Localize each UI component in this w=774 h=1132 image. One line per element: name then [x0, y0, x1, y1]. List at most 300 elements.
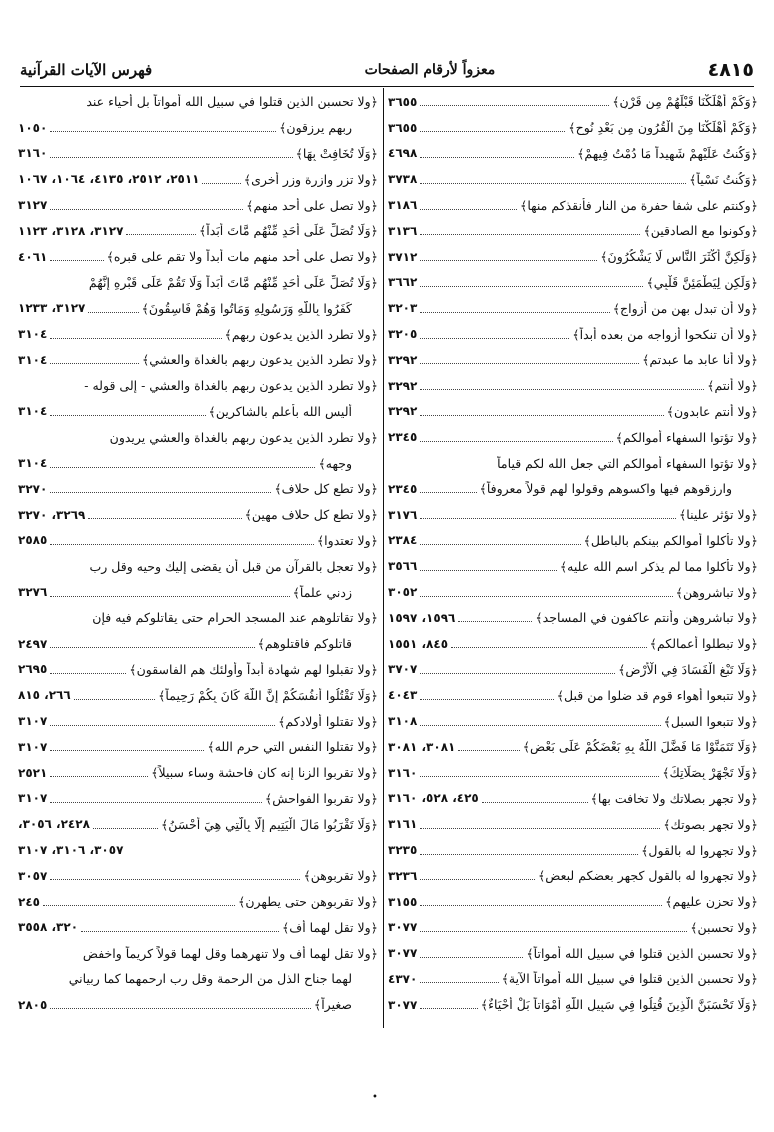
verse-text: ﴿وَلَا تُصَلِّ عَلَى أَحَدٍ مِّنْهُم مَّاتَ أَبَداً وَلَا تَقُمْ عَلَى قَبْرِهِ إِنَّهُمْ	[88, 274, 378, 290]
entry-line	[388, 786, 758, 812]
leader-dots	[50, 673, 126, 674]
leader-dots	[420, 131, 565, 132]
entry-line	[388, 192, 758, 218]
index-entry	[388, 528, 758, 554]
page-refs: ٣٢٠٣	[388, 301, 418, 316]
index-entry	[388, 450, 758, 502]
leader-dots	[74, 699, 155, 700]
index-entry	[388, 321, 758, 347]
entry-line	[388, 992, 758, 1018]
entry-line	[18, 295, 378, 321]
page-refs-continued: ٣٠٥٧، ٣١٠٦، ٣١٠٧	[18, 843, 124, 857]
leader-dots	[420, 105, 609, 106]
page-refs: ٣١٠٤	[18, 327, 48, 342]
verse-text: ﴿ولا تقبلوا لهم شهادة أبداً وأولئك هم الفاسقون﴾	[129, 661, 378, 677]
entry-line	[18, 424, 378, 450]
page-refs: ٢٣٨٤	[388, 533, 418, 548]
leader-dots	[420, 699, 553, 700]
entry-line	[388, 940, 758, 966]
index-entry	[18, 940, 378, 1017]
verse-text: ﴿ولا تقربوهن حتى يطهرن﴾	[238, 894, 378, 910]
verse-text: ﴿ولا تطع كل حلاف مهين﴾	[244, 507, 378, 523]
index-entry	[388, 940, 758, 966]
leader-dots	[420, 725, 660, 726]
verse-text: ﴿وَلَا تَبْغِ الْفَسَادَ فِي الْأَرْضِ﴾	[618, 661, 758, 677]
leader-dots	[202, 183, 240, 184]
index-entry	[18, 424, 378, 476]
page-refs: ٨٤٥، ١٥٥١	[388, 636, 449, 651]
entry-line	[388, 863, 758, 889]
verse-text: ﴿ولا تبطلوا أعمالكم﴾	[649, 636, 758, 652]
index-entry	[388, 502, 758, 528]
index-entry	[388, 141, 758, 167]
verse-text: ﴿وَلَا تَتَمَنَّوْا مَا فَضَّلَ اللَّهُ بِهِ بَعْضَكُمْ عَلَى بَعْضٍ﴾	[522, 739, 758, 755]
entry-line	[388, 734, 758, 760]
page-refs: ٣٠٧٧	[388, 920, 418, 935]
column-divider	[383, 88, 384, 1028]
leader-dots	[50, 802, 262, 803]
leader-dots	[50, 776, 148, 777]
page-refs: ٢٤٩٧	[18, 636, 48, 651]
entry-line	[388, 837, 758, 863]
leader-dots	[420, 209, 517, 210]
index-entry	[18, 476, 378, 502]
index-entry	[18, 502, 378, 528]
entry-line	[18, 863, 378, 889]
entry-line	[18, 347, 378, 373]
leader-dots	[420, 931, 687, 932]
index-entry	[18, 734, 378, 760]
index-entry	[388, 605, 758, 631]
page-number: ٤٨١٥	[707, 59, 754, 81]
entry-line	[18, 760, 378, 786]
verse-text: ﴿ولا تصل على أحد منهم مات أبداً ولا تقم على قبره﴾	[106, 249, 378, 265]
page-refs: ٣١٢٧، ٣١٢٨، ١١٢٣	[18, 223, 124, 238]
verse-text: ﴿وَلَا تَقْرَبُوا مَالَ الْيَتِيمِ إِلَّا بِالَّتِي هِيَ أَحْسَنُ﴾	[160, 816, 378, 832]
leader-dots	[50, 596, 289, 597]
entry-line	[18, 682, 378, 708]
entry-line	[18, 940, 378, 966]
verse-text: ﴿ولا تقربوهن﴾	[303, 868, 378, 884]
verse-text: ﴿ولا أنتم عابدون﴾	[666, 403, 758, 419]
index-entry	[18, 244, 378, 270]
entry-line	[18, 631, 378, 657]
page-refs: ٣١٣٦	[388, 223, 418, 238]
entry-line	[388, 682, 758, 708]
index-entry	[18, 657, 378, 683]
index-entry	[18, 166, 378, 192]
leader-dots	[50, 647, 254, 648]
page-refs: ٣٠٧٧	[388, 997, 418, 1012]
page-refs: ٢٦٩٥	[18, 662, 48, 677]
verse-text: ﴿ولا تحسبن الذين قتلوا في سبيل الله أمواتاً﴾	[526, 945, 758, 961]
index-entry	[388, 347, 758, 373]
entry-line	[18, 166, 378, 192]
index-entry	[18, 218, 378, 244]
index-entry	[18, 141, 378, 167]
page-refs: ٢٣٤٥	[388, 430, 418, 445]
leader-dots	[420, 312, 609, 313]
entry-line	[18, 192, 378, 218]
entry-line	[18, 502, 378, 528]
entry-line	[18, 115, 378, 141]
verse-text: ﴿وَكَمْ أَهْلَكْنَا قَبْلَهُمْ مِن قَرْنٍ﴾	[612, 94, 758, 110]
verse-text: ﴿ولا أنتم﴾	[707, 378, 758, 394]
entry-line	[388, 502, 758, 528]
entry-line	[18, 450, 378, 476]
page-refs: ٣١٠٤	[18, 404, 48, 419]
verse-text: ﴿ولا تقل لهما أف ولا تنهرهما وقل لهما قولاً كريماً واخفض	[82, 945, 378, 961]
leader-dots	[420, 879, 535, 880]
index-entry	[388, 708, 758, 734]
index-entry	[388, 837, 758, 863]
leader-dots	[50, 725, 275, 726]
page-refs: ٣٠٧٧	[388, 946, 418, 961]
page-refs: ٣٢٣٦	[388, 868, 418, 883]
leader-dots	[126, 234, 196, 235]
verse-text: أليس الله بأعلم بالشاكرين﴾	[208, 403, 352, 419]
entry-line	[388, 708, 758, 734]
leader-dots	[50, 209, 243, 210]
page-refs: ٣٢٧٠	[18, 481, 48, 496]
index-entry	[388, 760, 758, 786]
leader-dots	[420, 492, 476, 493]
verse-text: زدني علماً﴾	[292, 584, 352, 600]
verse-text: صغيراً﴾	[313, 997, 352, 1013]
entry-line	[388, 605, 758, 631]
index-entry	[18, 192, 378, 218]
entry-line	[18, 966, 378, 992]
page-refs: ٤٣٧٠	[388, 971, 418, 986]
footer-mark: •	[372, 1092, 378, 1103]
page-refs: ٢٨٠٥	[18, 997, 48, 1012]
entry-line	[388, 760, 758, 786]
page-refs: ٣٦٦٢	[388, 275, 418, 290]
page-refs: ٣١٠٤	[18, 456, 48, 471]
leader-dots	[50, 363, 139, 364]
index-entry	[18, 347, 378, 373]
page-refs: ٣١٢٧	[18, 198, 48, 213]
entry-line	[388, 89, 758, 115]
entry-line	[18, 657, 378, 683]
entry-line	[388, 399, 758, 425]
page-refs: ٣٢٠٥	[388, 327, 418, 342]
index-entry	[388, 295, 758, 321]
index-entry	[388, 889, 758, 915]
index-entry	[388, 399, 758, 425]
verse-text: ﴿ولا تطع كل حلاف﴾	[274, 481, 378, 497]
index-entry	[388, 966, 758, 992]
left-column	[18, 89, 378, 1018]
verse-text: ﴿ولا تقاتلوهم عند المسجد الحرام حتى يقاتلوكم فيه فإن	[92, 610, 378, 626]
page-refs: ٣٢٧٦	[18, 585, 48, 600]
leader-dots	[451, 647, 647, 648]
entry-line	[18, 734, 378, 760]
leader-dots	[420, 982, 498, 983]
entry-line	[388, 141, 758, 167]
leader-dots	[50, 157, 292, 158]
leader-dots	[420, 957, 523, 958]
entry-line	[18, 141, 378, 167]
index-entry	[388, 631, 758, 657]
index-entry	[18, 605, 378, 657]
verse-text: ﴿ولا تتبعوا أهواء قوم قد ضلوا من قبل﴾	[556, 687, 758, 703]
verse-text: ﴿ولا تعجل بالقرآن من قبل أن يقضى إليك وحيه وقل رب	[89, 558, 378, 574]
running-title: معزواً لأرقام الصفحات	[364, 62, 496, 78]
leader-dots	[50, 415, 205, 416]
leader-dots	[50, 544, 314, 545]
page-refs: ٤٠٦١	[18, 249, 48, 264]
leader-dots	[420, 415, 663, 416]
page-refs: ١٠٥٠	[18, 120, 48, 135]
leader-dots	[93, 828, 158, 829]
leader-dots	[420, 544, 580, 545]
page-refs: ٣٥٦٦	[388, 559, 418, 574]
entry-line	[388, 657, 758, 683]
verse-text: ﴿ولا تقتلوا النفس التي حرم الله﴾	[207, 739, 378, 755]
entry-line	[388, 166, 758, 192]
entry-line	[18, 605, 378, 631]
page-refs: ٣٢٩٢	[388, 378, 418, 393]
leader-dots	[81, 931, 279, 932]
page-refs: ٣١٧٦	[388, 507, 418, 522]
page-refs: ٣١٠٧	[18, 714, 48, 729]
page-refs: ٣٠٥٢	[388, 585, 418, 600]
verse-text: ﴿ولا تحزن عليهم﴾	[665, 894, 758, 910]
verse-text: ﴿وَلَا تَقْتُلُوا أَنفُسَكُمْ إِنَّ اللَّهَ كَانَ بِكُمْ رَحِيماً﴾	[158, 687, 378, 703]
index-entry	[18, 270, 378, 322]
index-entry	[388, 424, 758, 450]
page-refs: ٣٧٣٨	[388, 172, 418, 187]
index-entry	[388, 373, 758, 399]
verse-text: ربهم يرزقون﴾	[279, 120, 352, 136]
index-entry	[388, 915, 758, 941]
page-refs: ٣٢٩٢	[388, 352, 418, 367]
leader-dots	[50, 131, 276, 132]
verse-text: ﴿ولا تحسبن الذين قتلوا في سبيل الله أمواتاً الآية﴾	[501, 971, 758, 987]
index-entry	[388, 166, 758, 192]
leader-dots	[43, 905, 235, 906]
index-entry	[18, 915, 378, 941]
verse-text: ﴿ولا تزر وازرة وزر أخرى﴾	[243, 171, 378, 187]
right-column	[388, 89, 758, 1018]
page-refs: ٣١٦١	[388, 817, 418, 832]
page-refs: ٤٦٩٨	[388, 146, 418, 161]
index-entry	[388, 657, 758, 683]
page-refs: ٣٠٥٧	[18, 868, 48, 883]
page-refs: ٤٠٤٣	[388, 688, 418, 703]
entry-line	[388, 889, 758, 915]
page-refs: ٣٦٥٥	[388, 120, 418, 135]
index-entry	[388, 270, 758, 296]
verse-text: ﴿ولا تحسبن الذين قتلوا في سبيل الله أمواتاً بل أحياء عند	[86, 94, 378, 110]
index-entry	[388, 863, 758, 889]
verse-text: وارزقوهم فيها واكسوهم وقولوا لهم قولاً معروفاً﴾	[479, 481, 732, 497]
entry-line	[388, 115, 758, 141]
verse-text: ﴿ولا تطرد الذين يدعون ربهم﴾	[224, 326, 378, 342]
entry-line	[388, 373, 758, 399]
verse-text: ﴿وَلَكِنَّ أَكْثَرَ النَّاسِ لَا يَشْكُرُونَ﴾	[600, 249, 758, 265]
leader-dots	[420, 905, 662, 906]
index-entry	[18, 811, 378, 863]
entry-line	[18, 244, 378, 270]
entry-line	[388, 424, 758, 450]
entry-line	[388, 631, 758, 657]
leader-dots	[420, 596, 672, 597]
entry-line	[18, 889, 378, 915]
entry-line	[388, 528, 758, 554]
index-entry	[388, 682, 758, 708]
index-entry	[18, 373, 378, 425]
verse-text: ﴿ولا تباشروهن وأنتم عاكفون في المساجد﴾	[535, 610, 758, 626]
leader-dots	[420, 286, 643, 287]
page-refs: ٣١٠٧	[18, 791, 48, 806]
index-entry	[18, 760, 378, 786]
page-refs: ٣١٥٥	[388, 894, 418, 909]
verse-text: ﴿ولا تقتلوا أولادكم﴾	[278, 713, 378, 729]
verse-text: ﴿ولا تجهروا له بالقول كجهر بعضكم لبعض﴾	[537, 868, 758, 884]
page-refs: ٣١٠٨	[388, 714, 418, 729]
index-entry	[18, 889, 378, 915]
leader-dots	[420, 673, 615, 674]
entry-line	[388, 347, 758, 373]
page-refs: ٢٥٨٥	[18, 533, 48, 548]
leader-dots	[50, 879, 300, 880]
entry-line	[388, 218, 758, 244]
index-entry	[18, 682, 378, 708]
page-refs: ٣٧١٢	[388, 249, 418, 264]
entry-line	[388, 244, 758, 270]
entry-line	[18, 915, 378, 941]
entry-line	[388, 450, 758, 476]
page-refs: ٣٢٠، ٣٥٥٨	[18, 920, 79, 935]
index-entry	[388, 579, 758, 605]
verse-text: ﴿ولا تباشروهن﴾	[675, 584, 758, 600]
entry-line	[388, 579, 758, 605]
leader-dots	[420, 1008, 477, 1009]
entry-line	[388, 270, 758, 296]
verse-text: ﴿وَلَا تَحْسَبَنَّ الَّذِينَ قُتِلُوا فِي سَبِيلِ اللَّهِ أَمْوَاتاً بَلْ أَحْيَاءٌ﴾	[480, 997, 758, 1013]
index-title: فهرس الآيات القرآنية	[20, 61, 153, 79]
page-refs: ٣٢٣٥	[388, 843, 418, 857]
entry-line	[18, 321, 378, 347]
page-refs: ٣٢٩٢	[388, 404, 418, 419]
page-refs: ٢٥٢١	[18, 765, 48, 780]
verse-text: ﴿وَكُنتُ نَسْياً﴾	[689, 171, 758, 187]
verse-text: ﴿ولا تعتدوا﴾	[316, 532, 378, 548]
leader-dots	[420, 518, 676, 519]
verse-text: ﴿ولا أنا عابد ما عبدتم﴾	[642, 352, 758, 368]
index-entry	[18, 89, 378, 141]
verse-text: ﴿وكنتم على شفا حفرة من النار فأنقذكم منها﴾	[520, 197, 758, 213]
entry-line	[18, 399, 378, 425]
page-refs: ٣١٢٧، ١٢٣٣	[18, 301, 86, 316]
leader-dots	[420, 183, 686, 184]
page-refs: ٣٧٠٧	[388, 662, 418, 677]
index-entry	[388, 89, 758, 115]
leader-dots	[420, 234, 640, 235]
leader-dots	[420, 260, 597, 261]
page-refs: ٣١٦٠	[388, 765, 418, 780]
index-entry	[388, 811, 758, 837]
leader-dots	[88, 312, 138, 313]
index-entry	[388, 192, 758, 218]
verse-text: ﴿ولا أن تنكحوا أزواجه من بعده أبداً﴾	[572, 326, 758, 342]
leader-dots	[50, 492, 271, 493]
verse-text: ﴿ولا تتبعوا السبل﴾	[663, 713, 758, 729]
leader-dots	[88, 518, 241, 519]
page-refs: ٣٦٥٥	[388, 94, 418, 109]
entry-line	[18, 270, 378, 296]
verse-text: ﴿ولا تقل لهما أف﴾	[281, 919, 378, 935]
leader-dots	[50, 750, 204, 751]
leader-dots	[50, 338, 221, 339]
index-entry	[388, 786, 758, 812]
verse-text: ﴿ولا تؤتوا السفهاء أموالكم التي جعل الله لكم قياماً	[497, 455, 758, 471]
verse-text: ﴿ولا تؤتوا السفهاء أموالكم﴾	[615, 429, 758, 445]
verse-text: ﴿وَكَمْ أَهْلَكْنَا مِنَ الْقُرُونِ مِن بَعْدِ نُوحٍ﴾	[568, 120, 758, 136]
page-refs: ٢٥١١، ٢٥١٢، ٤١٣٥، ١٠٦٤، ١٠٦٧	[18, 172, 200, 187]
entry-line	[388, 476, 758, 502]
leader-dots	[50, 260, 103, 261]
index-entry	[18, 528, 378, 554]
verse-text: ﴿ولا تقربوا الفواحش﴾	[264, 790, 378, 806]
page-header	[20, 54, 754, 86]
index-entry	[18, 553, 378, 605]
verse-text: ﴿ولا أن تبدل بهن من أزواج﴾	[612, 300, 758, 316]
verse-text: ﴿ولا تقربوا الزنا إنه كان فاحشة وساء سبيلاً﴾	[151, 765, 378, 781]
leader-dots	[420, 441, 612, 442]
page-refs: ٣٠٨١، ٣٠٨١	[388, 739, 456, 754]
entry-line	[388, 811, 758, 837]
verse-text: ﴿وكونوا مع الصادقين﴾	[643, 223, 758, 239]
entry-line	[18, 811, 378, 837]
verse-text: ﴿ولا تطرد الذين يدعون ربهم بالغداة والعشي - إلى قوله -	[84, 378, 378, 394]
leader-dots	[482, 802, 588, 803]
entry-line	[18, 992, 378, 1018]
index-entry	[18, 321, 378, 347]
verse-text: ﴿وَلَا تَجْهَرْ بِصَلَاتِكَ﴾	[662, 765, 758, 781]
leader-dots	[420, 389, 704, 390]
entry-line	[388, 966, 758, 992]
page-refs: ٣١٠٧	[18, 739, 48, 754]
verse-text: ﴿وَلَكِن لِيَطْمَئِنَّ قَلْبِي﴾	[646, 274, 758, 290]
leader-dots	[50, 1008, 311, 1009]
leader-dots	[458, 750, 519, 751]
page-refs: ٢٦٦، ٨١٥	[18, 688, 71, 703]
verse-text: ﴿ولا تؤثر علينا﴾	[678, 507, 758, 523]
leader-dots	[50, 467, 315, 468]
index-entry	[388, 244, 758, 270]
index-entry	[388, 553, 758, 579]
verse-text: ﴿وَلَا تُخَافِتْ بِهَا﴾	[295, 145, 378, 161]
verse-text: ﴿ولا تجهروا له بالقول﴾	[641, 842, 758, 858]
leader-dots	[420, 854, 638, 855]
verse-text: ﴿ولا تجهر بصوتك﴾	[663, 816, 758, 832]
entry-line	[18, 373, 378, 399]
verse-text: لهما جناح الذل من الرحمة وقل رب ارحمهما كما ربياني	[68, 971, 352, 987]
index-entry	[18, 786, 378, 812]
page-refs: ٢٣٤٥	[388, 481, 418, 496]
page-refs: ٤٢٥، ٥٢٨، ٣١٦٠	[388, 791, 479, 806]
page-refs: ٣١٠٤	[18, 352, 48, 367]
entry-line	[18, 528, 378, 554]
leader-dots	[420, 776, 659, 777]
index-entry	[388, 734, 758, 760]
entry-line	[388, 295, 758, 321]
verse-text: ﴿ولا تأكلوا أموالكم بينكم بالباطل﴾	[583, 532, 758, 548]
leader-dots	[420, 828, 660, 829]
